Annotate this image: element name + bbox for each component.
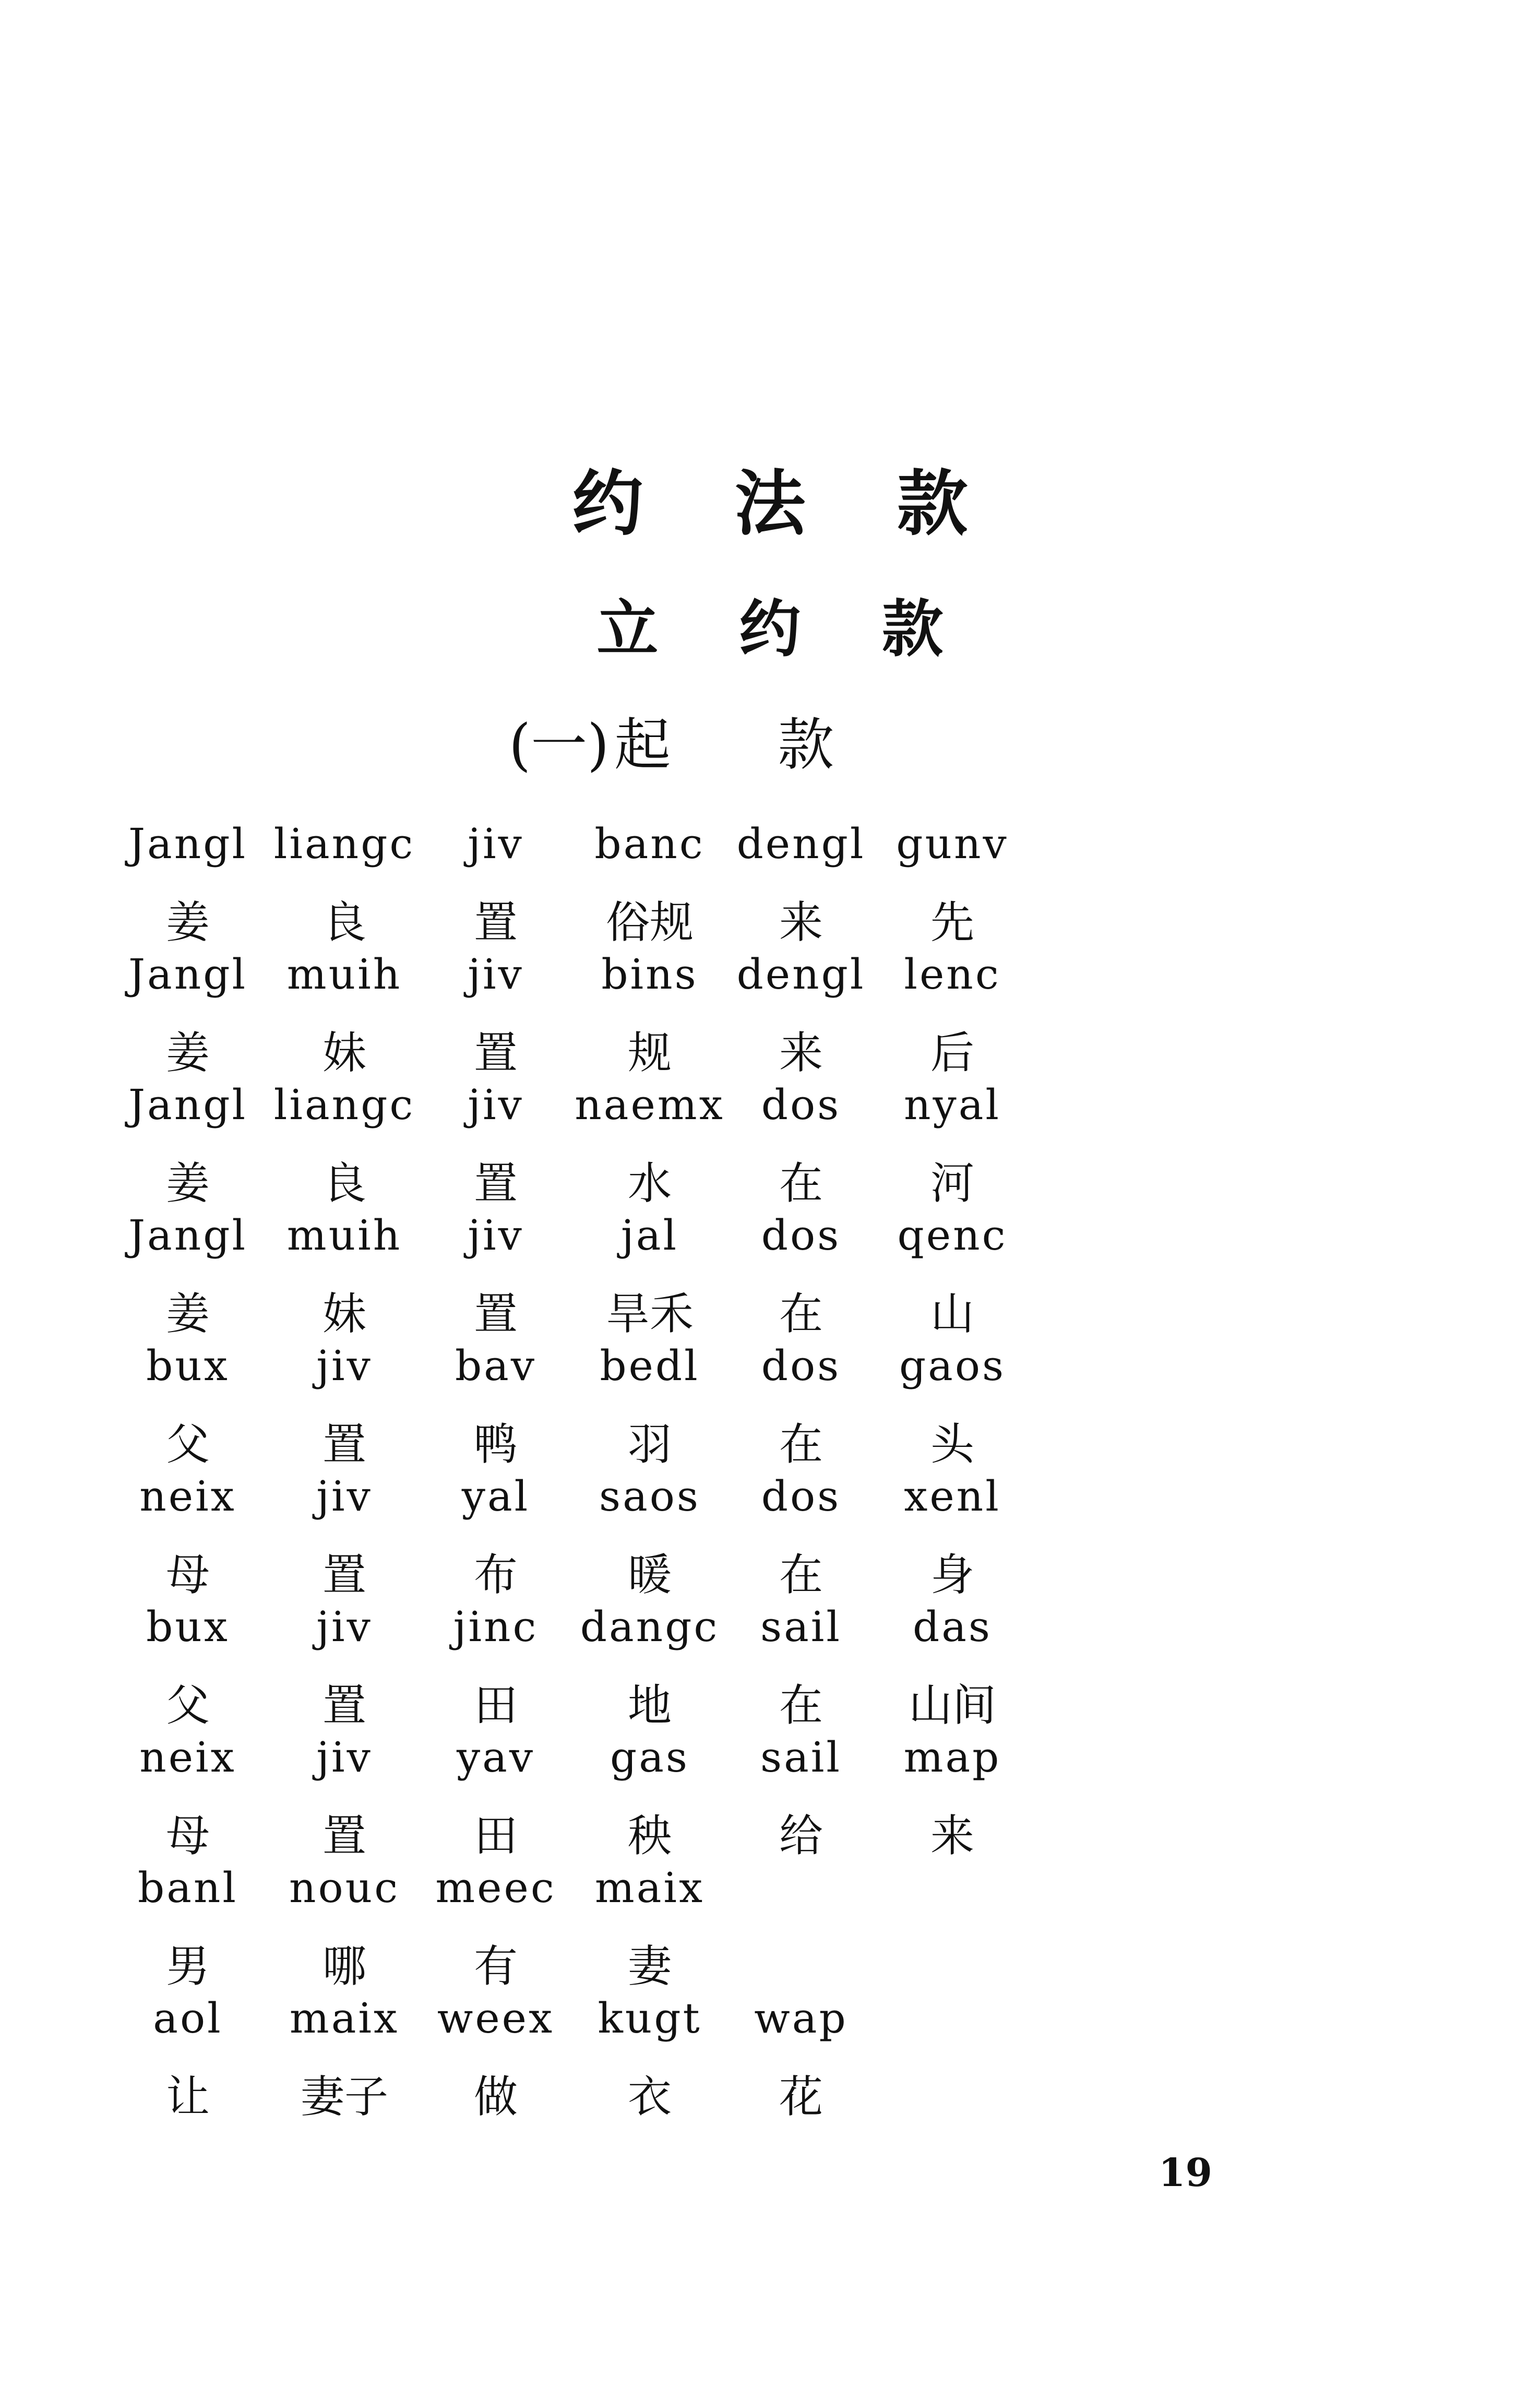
- verse-romanized-line: [0, 950, 1540, 1018]
- chinese-gloss: 头: [930, 1419, 974, 1470]
- chinese-gloss: 妻: [627, 1941, 672, 1992]
- page-subtitle: 立约款: [596, 592, 1024, 665]
- chinese-gloss: 父: [165, 1419, 210, 1470]
- romanized-word: neix: [139, 1472, 236, 1521]
- verse-chinese-line: [0, 1409, 1540, 1477]
- romanized-word: dengl: [736, 820, 866, 868]
- romanized-word: jiv: [468, 820, 524, 868]
- page-number: 19: [1159, 2151, 1212, 2195]
- verse-romanized-line: [0, 1994, 1540, 2062]
- verse-chinese-line: [0, 2062, 1540, 2130]
- romanized-word: dangc: [580, 1602, 720, 1651]
- chinese-gloss: 田: [473, 1680, 518, 1731]
- chinese-gloss: 后: [930, 1027, 974, 1078]
- romanized-word: dos: [761, 1211, 841, 1260]
- chinese-gloss: 做: [473, 2071, 518, 2122]
- chinese-gloss: 先: [930, 897, 974, 948]
- romanized-word: qenc: [897, 1211, 1008, 1260]
- chinese-gloss: 在: [779, 1680, 823, 1731]
- chinese-gloss: 旱禾: [605, 1288, 694, 1339]
- romanized-word: saos: [599, 1472, 700, 1521]
- chinese-gloss: 母: [165, 1549, 210, 1600]
- romanized-word: dos: [761, 1080, 841, 1129]
- chinese-gloss: 良: [322, 897, 366, 948]
- chinese-gloss: 身: [930, 1549, 974, 1600]
- verse-romanized-line: [0, 1733, 1540, 1801]
- verse-chinese-line: [0, 1540, 1540, 1608]
- section-title-char-1: 起: [614, 712, 671, 778]
- page-title: 约法款: [572, 462, 1059, 545]
- romanized-word: banc: [594, 820, 705, 868]
- chinese-gloss: 来: [779, 1027, 823, 1078]
- romanized-word: jiv: [468, 950, 524, 999]
- chinese-gloss: 置: [322, 1419, 366, 1470]
- romanized-word: jal: [620, 1211, 679, 1260]
- romanized-word: bux: [146, 1341, 230, 1390]
- romanized-word: muih: [286, 1211, 402, 1260]
- romanized-word: wap: [754, 1994, 848, 2042]
- romanized-word: Jangl: [128, 1080, 248, 1129]
- chinese-gloss: 姜: [165, 897, 210, 948]
- chinese-gloss: 妻子: [300, 2071, 388, 2122]
- romanized-word: neix: [139, 1733, 236, 1782]
- chinese-gloss: 羽: [627, 1419, 672, 1470]
- romanized-word: xenl: [904, 1472, 1001, 1521]
- romanized-word: dengl: [736, 950, 866, 999]
- chinese-gloss: 鸭: [473, 1419, 518, 1470]
- romanized-word: kugt: [598, 1994, 702, 2042]
- romanized-word: nyal: [904, 1080, 1001, 1129]
- romanized-word: Jangl: [128, 1211, 248, 1260]
- romanized-word: Jangl: [128, 820, 248, 868]
- romanized-word: aol: [153, 1994, 223, 2042]
- romanized-word: jiv: [468, 1211, 524, 1260]
- romanized-word: jinc: [453, 1602, 539, 1651]
- chinese-gloss: 置: [473, 1027, 518, 1078]
- chinese-gloss: 在: [779, 1549, 823, 1600]
- verse-chinese-line: [0, 1670, 1540, 1738]
- romanized-word: weex: [437, 1994, 555, 2042]
- chinese-gloss: 置: [322, 1810, 366, 1861]
- chinese-gloss: 置: [473, 897, 518, 948]
- chinese-gloss: 置: [322, 1549, 366, 1600]
- romanized-word: sail: [760, 1602, 842, 1651]
- romanized-word: dos: [761, 1472, 841, 1521]
- chinese-gloss: 田: [473, 1810, 518, 1861]
- chinese-gloss: 来: [930, 1810, 974, 1861]
- romanized-word: gas: [610, 1733, 689, 1782]
- chinese-gloss: 姜: [165, 1027, 210, 1078]
- romanized-word: liangc: [273, 1080, 415, 1129]
- chinese-gloss: 姜: [165, 1288, 210, 1339]
- romanized-word: dos: [761, 1341, 841, 1390]
- romanized-word: gaos: [899, 1341, 1006, 1390]
- romanized-word: yav: [456, 1733, 535, 1782]
- chinese-gloss: 母: [165, 1810, 210, 1861]
- chinese-gloss: 水: [627, 1158, 672, 1209]
- romanized-word: naemx: [575, 1080, 725, 1129]
- romanized-word: meec: [435, 1863, 556, 1912]
- chinese-gloss: 让: [165, 2071, 210, 2122]
- romanized-word: jiv: [316, 1472, 373, 1521]
- verse-chinese-line: [0, 1931, 1540, 1999]
- chinese-gloss: 在: [779, 1158, 823, 1209]
- romanized-word: nouc: [289, 1863, 400, 1912]
- chinese-gloss: 河: [930, 1158, 974, 1209]
- verse-chinese-line: [0, 1148, 1540, 1216]
- romanized-word: bav: [455, 1341, 537, 1390]
- chinese-gloss: 男: [165, 1941, 210, 1992]
- chinese-gloss: 山间: [908, 1680, 996, 1731]
- romanized-word: das: [913, 1602, 992, 1651]
- romanized-word: bux: [146, 1602, 230, 1651]
- verse-romanized-line: [0, 1080, 1540, 1148]
- verse-romanized-line: [0, 1472, 1540, 1540]
- chinese-gloss: 姜: [165, 1158, 210, 1209]
- romanized-word: maix: [594, 1863, 705, 1912]
- verse-chinese-line: [0, 887, 1540, 955]
- chinese-gloss: 置: [322, 1680, 366, 1731]
- chinese-gloss: 花: [779, 2071, 823, 2122]
- romanized-word: bedl: [600, 1341, 700, 1390]
- verse-romanized-line: [0, 1341, 1540, 1409]
- romanized-word: lenc: [904, 950, 1001, 999]
- chinese-gloss: 秧: [627, 1810, 672, 1861]
- romanized-word: sail: [760, 1733, 842, 1782]
- verse-romanized-line: [0, 1863, 1540, 1931]
- chinese-gloss: 暖: [627, 1549, 672, 1600]
- chinese-gloss: 给: [779, 1810, 823, 1861]
- section-number: (一): [509, 712, 610, 778]
- chinese-gloss: 地: [627, 1680, 672, 1731]
- verse-chinese-line: [0, 1801, 1540, 1869]
- chinese-gloss: 来: [779, 897, 823, 948]
- chinese-gloss: 良: [322, 1158, 366, 1209]
- romanized-word: gunv: [896, 820, 1009, 868]
- chinese-gloss: 规: [627, 1027, 672, 1078]
- romanized-word: liangc: [273, 820, 415, 868]
- chinese-gloss: 妹: [322, 1027, 366, 1078]
- chinese-gloss: 俗规: [605, 897, 694, 948]
- chinese-gloss: 在: [779, 1288, 823, 1339]
- chinese-gloss: 妹: [322, 1288, 366, 1339]
- chinese-gloss: 山: [930, 1288, 974, 1339]
- verse-chinese-line: [0, 1018, 1540, 1086]
- chinese-gloss: 父: [165, 1680, 210, 1731]
- romanized-word: jiv: [316, 1341, 373, 1390]
- section-title-char-2: 款: [778, 712, 834, 778]
- romanized-word: muih: [286, 950, 402, 999]
- romanized-word: jiv: [316, 1602, 373, 1651]
- verse-romanized-line: [0, 1602, 1540, 1670]
- chinese-gloss: 在: [779, 1419, 823, 1470]
- romanized-word: Jangl: [128, 950, 248, 999]
- chinese-gloss: 布: [473, 1549, 518, 1600]
- verse-romanized-line: [0, 1211, 1540, 1279]
- romanized-word: banl: [137, 1863, 238, 1912]
- romanized-word: bins: [601, 950, 698, 999]
- romanized-word: map: [903, 1733, 1001, 1782]
- chinese-gloss: 衣: [627, 2071, 672, 2122]
- romanized-word: yal: [461, 1472, 530, 1521]
- chinese-gloss: 置: [473, 1288, 518, 1339]
- romanized-word: jiv: [468, 1080, 524, 1129]
- verse-chinese-line: [0, 1279, 1540, 1347]
- chinese-gloss: 有: [473, 1941, 518, 1992]
- romanized-word: jiv: [316, 1733, 373, 1782]
- verse-romanized-line: [0, 820, 1540, 887]
- chinese-gloss: 哪: [322, 1941, 366, 1992]
- romanized-word: maix: [289, 1994, 400, 2042]
- chinese-gloss: 置: [473, 1158, 518, 1209]
